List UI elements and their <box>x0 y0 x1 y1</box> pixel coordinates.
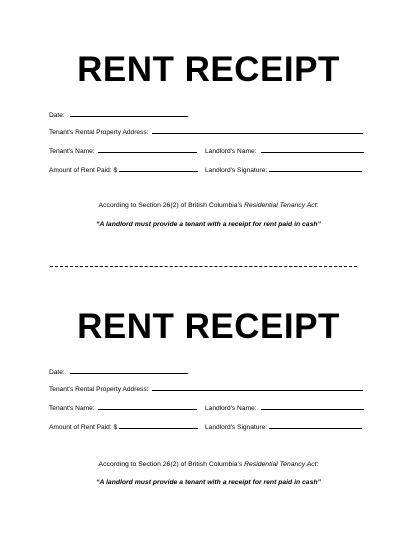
signature-row <box>205 165 362 175</box>
cut-line <box>50 266 357 267</box>
signature-row <box>205 422 362 432</box>
address-row <box>49 127 363 137</box>
landlord-name-field[interactable] <box>261 146 364 153</box>
amount-row <box>49 422 198 432</box>
receipt-title: RENT RECEIPT <box>77 307 340 346</box>
legal-reference <box>0 202 417 210</box>
legal-reference-prefix: According to Section 26(2) of British Columbia's <box>98 202 245 209</box>
address-label: Tenant's Rental Property Address: <box>49 386 149 393</box>
legal-reference-suffix: : <box>316 461 319 468</box>
tenant-name-row <box>49 146 197 156</box>
receipt-title: RENT RECEIPT <box>77 50 340 89</box>
act-name: Residential Tenancy Act <box>244 202 317 209</box>
tenant-name-field[interactable] <box>98 146 197 153</box>
landlord-name-row <box>205 403 364 413</box>
amount-field[interactable] <box>119 165 198 172</box>
date-label: Date: <box>49 369 65 376</box>
legal-reference <box>0 461 417 469</box>
date-field[interactable] <box>70 367 188 374</box>
legal-reference-prefix: According to Section 26(2) of British Columbia's <box>98 461 245 468</box>
act-name: Residential Tenancy Act <box>244 461 317 468</box>
amount-label: Amount of Rent Paid: $ <box>49 167 118 174</box>
landlord-name-field[interactable] <box>261 403 364 410</box>
signature-label: Landlord's Signature: <box>205 424 268 431</box>
legal-quote: “A landlord must provide a tenant with a receipt for rent paid in cash” <box>96 221 321 228</box>
tenant-name-row <box>49 403 197 413</box>
legal-quote: “A landlord must provide a tenant with a receipt for rent paid in cash” <box>96 479 321 486</box>
landlord-name-label: Landlord's Name: <box>205 405 257 412</box>
tenant-name-field[interactable] <box>98 403 197 410</box>
amount-label: Amount of Rent Paid: $ <box>49 424 118 431</box>
address-label: Tenant's Rental Property Address: <box>49 129 149 136</box>
signature-field[interactable] <box>269 422 362 429</box>
address-field[interactable] <box>152 384 363 391</box>
signature-label: Landlord's Signature: <box>205 167 268 174</box>
date-field[interactable] <box>70 110 188 117</box>
tenant-name-label: Tenant's Name: <box>49 405 95 412</box>
address-field[interactable] <box>152 127 363 134</box>
address-row <box>49 384 363 394</box>
amount-field[interactable] <box>119 422 198 429</box>
legal-reference-suffix: : <box>316 202 319 209</box>
landlord-name-label: Landlord's Name: <box>205 148 257 155</box>
date-row <box>49 367 188 377</box>
date-label: Date: <box>49 112 65 119</box>
amount-row <box>49 165 198 175</box>
tenant-name-label: Tenant's Name: <box>49 148 95 155</box>
date-row <box>49 110 188 120</box>
landlord-name-row <box>205 146 364 156</box>
signature-field[interactable] <box>269 165 362 172</box>
